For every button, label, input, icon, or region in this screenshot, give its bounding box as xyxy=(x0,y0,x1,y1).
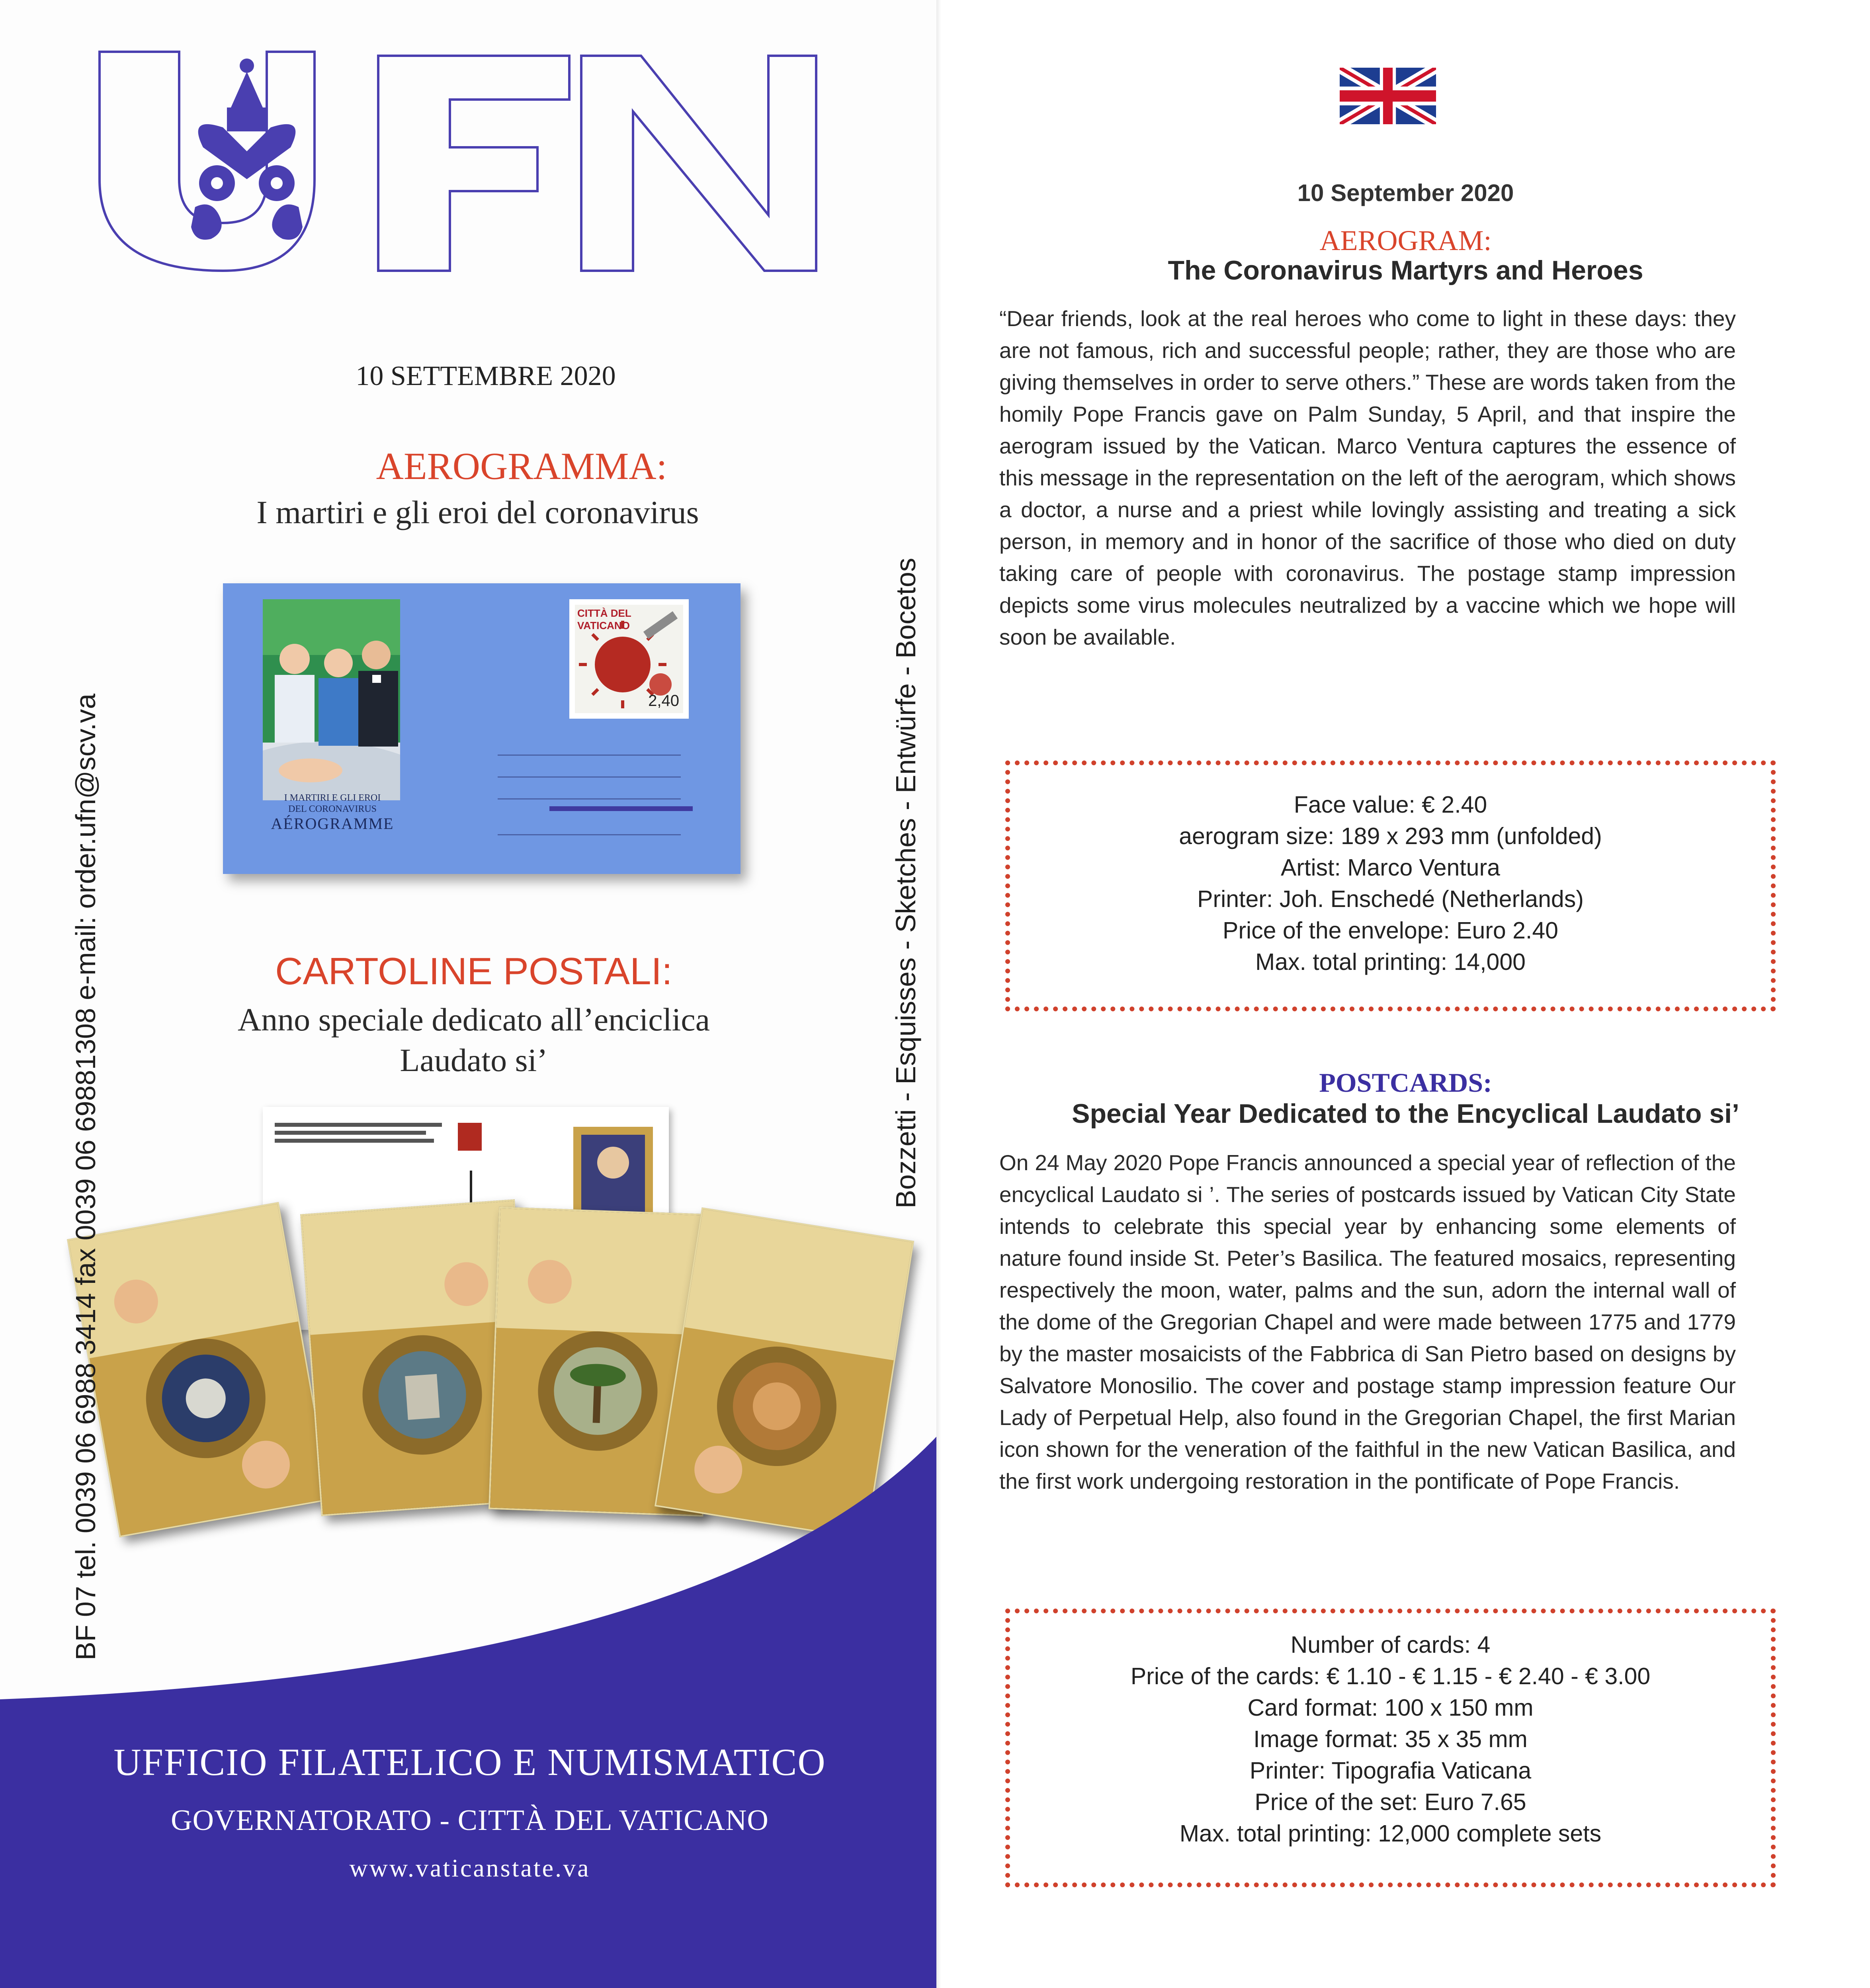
spec-line: Artist: Marco Ventura xyxy=(1281,854,1500,881)
address-line xyxy=(498,755,681,756)
aerogram-envelope-image xyxy=(223,583,741,874)
spec-line: Image format: 35 x 35 mm xyxy=(1253,1726,1528,1752)
sketches-label-vertical: Bozzetti - Esquisses - Sketches - Entwürfe - Bocetos xyxy=(890,558,921,1208)
address-line xyxy=(498,798,681,800)
stamp-value: 2,40 xyxy=(648,692,679,710)
spec-line: Max. total printing: 12,000 complete sets xyxy=(1179,1820,1602,1847)
aerogram-specs-box xyxy=(1005,760,1776,1011)
fold-line xyxy=(936,0,941,1988)
website-link[interactable]: www.vaticanstate.va xyxy=(349,1854,590,1882)
spec-line: Price of the set: Euro 7.65 xyxy=(1254,1789,1526,1815)
postcards-subtitle-line2: Laudato si’ xyxy=(400,1042,548,1078)
postcards-subtitle-line1: Anno speciale dedicato all’enciclica xyxy=(237,1001,710,1038)
envelope-caption-line1: I MARTIRI E GLI EROI xyxy=(284,793,381,803)
ufn-logo xyxy=(92,48,832,291)
office-sub: GOVERNATORATO - CITTÀ DEL VATICANO xyxy=(171,1804,769,1837)
spec-line: aerogram size: 189 x 293 mm (unfolded) xyxy=(1179,823,1602,849)
stamp-inner xyxy=(575,605,683,713)
postcards-description: On 24 May 2020 Pope Francis announced a special year of reflection of the encyclical Laudato si ’. The series of postcards issued by Vatican City State intends to celebrate this special year by enhancing some elements of nature found inside St. Peter’s Basilica. The featured mosaics, representing respectively the moon, water, palms and the sun, adorn the internal wall of the dome of the Gregorian Chapel and were made between 1775 and 1779 by the master mosaicists of the Fabbrica di San Pietro based on designs by Salvatore Monosilio. The cover and postage stamp impression feature Our Lady of Perpetual Help, also found in the Gregorian Chapel, the first Marian icon shown for the veneration of the faithful in the new Vatican Basilica, and the first work undergoing restoration in the pontificate of Pope Francis. xyxy=(999,1150,1736,1493)
purple-curve xyxy=(0,1433,940,1712)
aerogram-heading-italian: AEROGRAMMA: xyxy=(376,445,667,487)
union-jack-flag-icon xyxy=(1340,68,1436,124)
spec-line: Max. total printing: 14,000 xyxy=(1255,949,1526,975)
aerogram-title-english: The Coronavirus Martyrs and Heroes xyxy=(1168,255,1643,285)
envelope-caption xyxy=(261,792,404,815)
contact-info-vertical: BF 07 tel. 0039 06 6988 3414 fax 0039 06 69881308 e-mail: order.ufn@scv.va xyxy=(70,693,101,1660)
medical-staff-illustration xyxy=(263,599,400,800)
papal-emblem-icon xyxy=(191,59,303,240)
envelope-bar xyxy=(549,806,693,811)
envelope-caption-line2: DEL CORONAVIRUS xyxy=(288,804,377,814)
date-italian: 10 SETTEMBRE 2020 xyxy=(356,361,616,391)
date-english: 10 September 2020 xyxy=(1297,180,1514,206)
spec-line: Printer: Joh. Enschedé (Netherlands) xyxy=(1197,886,1584,912)
aerogram-description: “Dear friends, look at the real heroes who come to light in these days: they are not famous, rich and successful people; rather, they are those who are giving themselves in order to serve others.” These are words taken from the homily Pope Francis gave on Palm Sunday, 5 April, and that inspire the aerogram issued by the Vatican. Marco Ventura captures the essence of this message in the representation on the left of the aerogram, which shows a doctor, a nurse and a priest while lovingly assisting and treating a sick person, in memory and in honor of the sacrifice of those who died on duty taking care of people with coronavirus. The postage stamp impression depicts some virus molecules neutralized by a vaccine which we hope will soon be available. xyxy=(999,306,1736,649)
spec-line: Face value: € 2.40 xyxy=(1294,792,1487,818)
postcards-heading-english: POSTCARDS: xyxy=(1319,1067,1492,1098)
address-line xyxy=(498,834,681,835)
postcards-specs-box xyxy=(1005,1609,1776,1887)
aerogram-subtitle-italian: I martiri e gli eroi del coronavirus xyxy=(256,494,699,530)
spec-line: Price of the envelope: Euro 2.40 xyxy=(1223,917,1558,944)
spec-line: Number of cards: 4 xyxy=(1290,1632,1491,1658)
spec-line: Price of the cards: € 1.10 - € 1.15 - € 2.40 - € 3.00 xyxy=(1130,1663,1651,1689)
envelope-type-label: AÉROGRAMME xyxy=(271,815,394,833)
stamp-impression xyxy=(569,599,689,719)
office-name: UFFICIO FILATELICO E NUMISMATICO xyxy=(113,1741,826,1783)
aerogram-heading-english: AEROGRAM: xyxy=(1319,225,1492,256)
spec-line: Card format: 100 x 150 mm xyxy=(1247,1695,1534,1721)
spec-line: Printer: Tipografia Vaticana xyxy=(1249,1757,1532,1784)
stamp-country: CITTÀ DEL VATICANO xyxy=(577,607,631,631)
postcards-heading-italian: CARTOLINE POSTALI: xyxy=(275,950,672,993)
address-line xyxy=(498,776,681,778)
postcards-title-english: Special Year Dedicated to the Encyclical Laudato si’ xyxy=(1072,1099,1739,1129)
postcards-subtitle-italian xyxy=(119,999,828,1081)
